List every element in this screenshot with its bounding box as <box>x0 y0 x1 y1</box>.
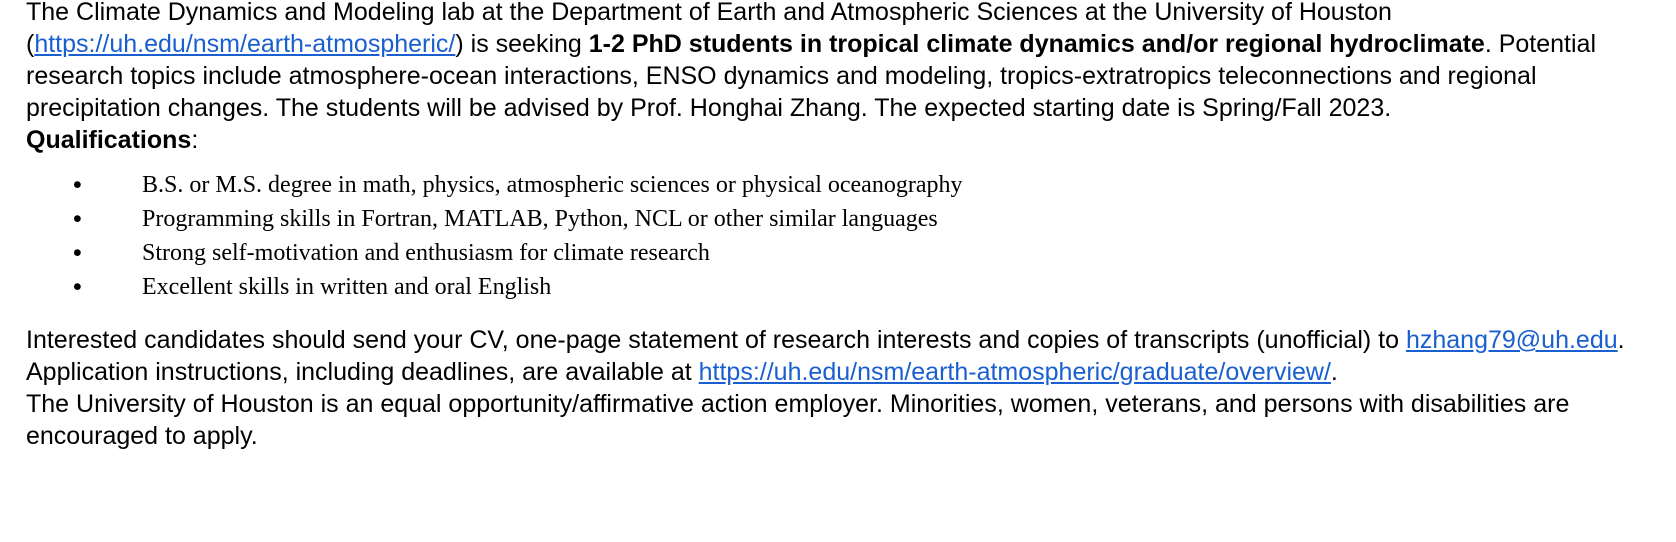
qualifications-heading-line <box>26 124 1666 156</box>
intro-text-seeking: ) is seeking <box>455 30 589 58</box>
application-text-mid: . Application instructions, including deadlines, are available at <box>26 326 1625 386</box>
bullet-icon: • <box>73 171 82 199</box>
application-text-start: Interested candidates should send your CV, one-page statement of research interests and copies of transcripts (unofficial) to <box>26 326 1406 354</box>
job-posting-document <box>26 0 1666 452</box>
email-link[interactable]: hzhang79@uh.edu <box>1405 326 1618 354</box>
list-item-text: Programming skills in Fortran, MATLAB, Python, NCL or other similar languages <box>142 206 938 232</box>
bullet-icon: • <box>73 205 82 233</box>
position-highlight: 1-2 PhD students in tropical climate dynamics and/or regional hydroclimate <box>588 30 1485 58</box>
bullet-icon: • <box>73 239 82 267</box>
application-text-end: . <box>1330 358 1338 386</box>
list-item-text: Strong self-motivation and enthusiasm for climate research <box>142 240 710 266</box>
bullet-icon: • <box>73 273 82 301</box>
intro-text-start: The Climate Dynamics and Modeling lab at the Department of Earth and Atmospheric Sciences at the University of Houston ( <box>26 0 1392 58</box>
qualifications-colon: : <box>191 126 199 154</box>
list-item <box>26 270 1666 304</box>
list-item <box>26 168 1666 202</box>
qualifications-heading: Qualifications <box>26 126 192 154</box>
list-item-text: Excellent skills in written and oral English <box>142 274 552 300</box>
intro-text-rest: . Potential research topics include atmosphere-ocean interactions, ENSO dynamics and modeling, tropics-extratropics teleconnections and regional precipitation changes. The students will be advised by Prof. Honghai Zhang. The expected starting date is Spring/Fall 2023. <box>26 30 1597 122</box>
graduate-overview-link[interactable]: https://uh.edu/nsm/earth-atmospheric/graduate/overview/ <box>698 358 1331 386</box>
intro-paragraph <box>26 0 1666 124</box>
list-item-text: B.S. or M.S. degree in math, physics, atmospheric sciences or physical oceanography <box>142 172 963 198</box>
application-paragraph <box>26 324 1666 388</box>
eeo-statement: The University of Houston is an equal opportunity/affirmative action employer. Minorities, women, veterans, and persons with disabilities are encouraged to apply. <box>26 390 1570 450</box>
list-item <box>26 202 1666 236</box>
qualifications-list <box>26 168 1666 304</box>
list-item <box>26 236 1666 270</box>
earth-atmospheric-link[interactable]: https://uh.edu/nsm/earth-atmospheric/ <box>34 30 456 58</box>
